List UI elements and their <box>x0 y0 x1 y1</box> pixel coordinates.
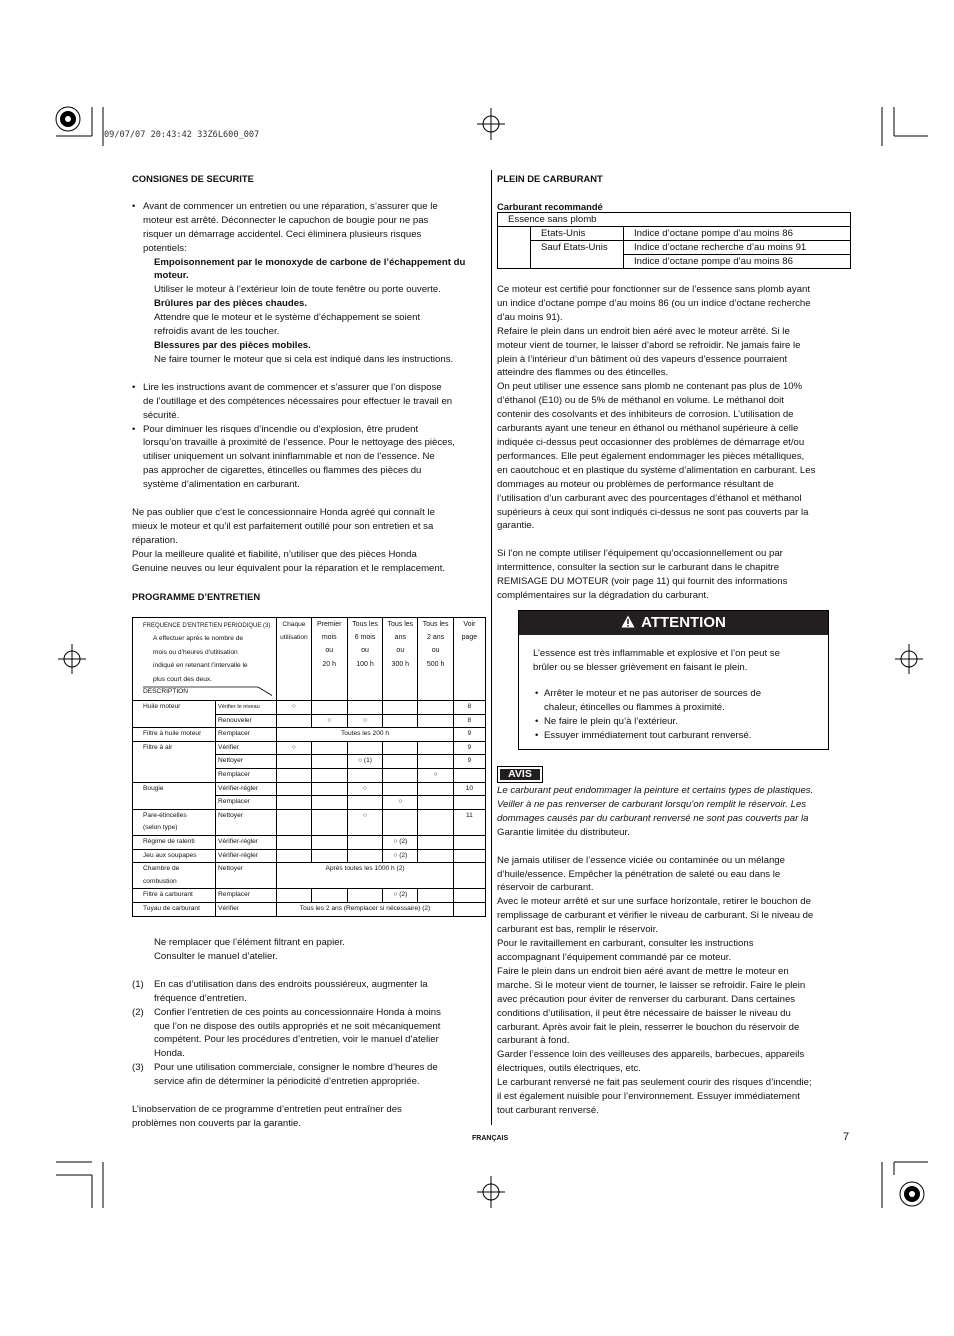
maintenance-table-wrap <box>132 617 486 917</box>
attention-label: ATTENTION <box>641 614 726 631</box>
maint-action <box>216 876 277 889</box>
maintenance-title: PROGRAMME D’ENTRETIEN <box>132 590 261 602</box>
text-line: d’huile/essence. Empêcher la pénétration de saleté ou eau dans le <box>497 868 781 880</box>
maint-item: Tuyau de carburant <box>133 902 216 916</box>
maint-page <box>453 876 485 889</box>
hazard-burn-title: Brûlures par des pièces chaudes. <box>154 298 308 310</box>
maint-mark <box>418 835 453 849</box>
footnote-line: fréquence d’entretien. <box>154 992 247 1004</box>
fuel-paragraph-2 <box>497 547 853 603</box>
maint-mark <box>383 782 418 796</box>
maint-mark <box>383 822 418 835</box>
maint-item: combustion <box>133 876 216 889</box>
text-line: Faire le plein dans un endroit bien aéré avant de mettre le moteur en <box>497 965 789 977</box>
text-line: dommages au moteur ou problèmes de performance résultant de <box>497 478 774 490</box>
maint-mark <box>418 741 453 755</box>
maint-mark <box>347 768 382 782</box>
maint-mark <box>277 835 311 849</box>
text-line: d’éthanol (E10) ou de 5% de méthanol en volume. Le méthanol doit <box>497 395 784 407</box>
maintenance-table-body <box>133 701 486 917</box>
text-line: avec précaution pour éviter de renverser du carburant. Dans certaines <box>497 993 796 1005</box>
maint-mark: ○ <box>347 782 382 796</box>
dealer-line: Genuine neuves ou leur équivalent pour la réparation et le remplacement. <box>132 562 446 574</box>
attention-bullet: • Arrêter le moteur et ne pas autoriser de sources de chaleur, étincelles ou flammes à proximité. <box>535 688 762 713</box>
fuel-table-head-row <box>498 213 851 227</box>
maint-item: Filtre à carburant <box>133 889 216 903</box>
footnote-number: (3) <box>132 1062 144 1074</box>
maint-mark <box>418 889 453 903</box>
fuel-region: Sauf Etats-Unis <box>531 241 624 269</box>
maint-mark <box>418 849 453 863</box>
dealer-line: Pour la meilleure qualité et fiabilité, n’utiliser que des pièces Honda <box>132 548 417 560</box>
maint-mark: ○ (2) <box>383 835 418 849</box>
maint-mark <box>311 835 347 849</box>
maint-interval-span: Tous les 2 ans (Remplacer si nécessaire) (2) <box>277 902 453 916</box>
maint-mark: ○ (1) <box>347 755 382 769</box>
maint-page: 11 <box>453 809 485 822</box>
maint-mark: ○ <box>277 741 311 755</box>
maint-item: Filtre à air <box>133 741 216 755</box>
attention-header <box>519 611 828 635</box>
page-number: 7 <box>843 1131 850 1143</box>
maint-action: Vérifier <box>216 741 277 755</box>
text-line: Avec le moteur arrêté et sur une surface horizontale, retirer le bouchon de <box>497 896 811 908</box>
table-row <box>133 768 486 782</box>
footnote-line: service afin de déterminer la périodicité d’entretien appropriée. <box>154 1076 420 1088</box>
fuel-region: Etats-Unis <box>531 227 624 241</box>
attention-bullet: • Essuyer immédiatement tout carburant renversé. <box>535 729 752 741</box>
maint-mark <box>383 741 418 755</box>
maint-mark: ○ <box>277 701 311 715</box>
fuel-recommended-subtitle: Carburant recommandé <box>497 200 603 212</box>
maint-mark <box>347 796 382 810</box>
maint-mark <box>311 755 347 769</box>
text-line: d’au moins 91). <box>497 311 563 323</box>
maint-mark <box>418 796 453 810</box>
attention-bullets <box>535 687 825 743</box>
attention-bullet: • Ne faire le plein qu’à l’extérieur. <box>535 715 678 727</box>
footnote-number: (1) <box>132 978 144 990</box>
text-line: carburant à fond. <box>497 1035 570 1047</box>
fuel-title: PLEIN DE CARBURANT <box>497 173 603 184</box>
maint-action: Remplacer <box>216 796 277 810</box>
maint-item: Huile moteur <box>133 701 216 715</box>
maint-item <box>133 796 216 810</box>
maint-mark <box>277 714 311 728</box>
safety-b1-line: potentiels: <box>143 242 187 254</box>
hazard-co-text: Utiliser le moteur à l’extérieur loin de toute fenêtre ou porte ouverte. <box>154 284 441 296</box>
text-line: un indice d’octane pompe d’au moins 86 (ou un indice d’octane recherche <box>497 297 811 309</box>
attention-text: L’essence est très inflammable et explosive et l’on peut se brûler ou se blesser grièvement en faisant le plein. <box>533 648 780 673</box>
footnote-line: En cas d’utilisation dans des endroits poussiéreux, augmenter la <box>154 978 428 990</box>
maint-mark <box>277 889 311 903</box>
col-each-use: Chaque utilisation <box>277 618 311 701</box>
maint-action: Vérifier le niveau <box>216 701 277 715</box>
maint-page <box>453 796 485 810</box>
frequency-header-cell <box>133 618 277 701</box>
maint-item: Bougie <box>133 782 216 796</box>
maint-mark <box>311 701 347 715</box>
maint-mark <box>383 809 418 822</box>
footnote-line: compétent. Pour les procédures d’entretien, voir le manuel d’atelier <box>154 1034 439 1046</box>
maint-mark <box>418 782 453 796</box>
maint-item: Jeu aux soupapes <box>133 849 216 863</box>
table-row <box>133 876 486 889</box>
hazard-co-title: Empoisonnement par le monoxyde de carbone de l’échappement du <box>154 256 466 268</box>
safety-b3-line: pas approcher de cigarettes, étincelles ou flammes des pièces du <box>143 465 422 477</box>
maint-item: Régime de ralenti <box>133 835 216 849</box>
text-line: moteur vient de tourner, le laisser d’abord se refroidir. Ne jamais faire le <box>497 339 801 351</box>
footnote-line: Confier l’entretien de ces points au concessionnaire Honda à moins <box>154 1006 441 1018</box>
maint-mark: ○ <box>347 714 382 728</box>
maint-mark <box>311 889 347 903</box>
maint-mark <box>277 768 311 782</box>
maint-mark <box>347 849 382 863</box>
maint-mark <box>347 822 382 835</box>
footnote <box>132 1061 487 1089</box>
fuel-table-wrap <box>497 212 851 269</box>
table-row <box>133 902 486 916</box>
attention-box <box>518 610 829 750</box>
maint-mark <box>311 796 347 810</box>
maint-page <box>453 822 485 835</box>
text-line: contenir des cosolvants et des inhibiteurs de corrosion. L’utilisation de <box>497 409 794 421</box>
safety-b3-line: utiliser uniquement un solvant ininflammable et non de l’essence. Ne <box>143 451 435 463</box>
avis-badge <box>497 766 543 783</box>
maint-mark <box>347 889 382 903</box>
table-row <box>133 701 486 715</box>
maint-action: Nettoyer <box>216 809 277 822</box>
text-line: carburant. Après avoir fait le plein, resserrer le bouchon du réservoir de <box>497 1021 800 1033</box>
maint-mark: ○ (2) <box>383 849 418 863</box>
maint-action: Nettoyer <box>216 755 277 769</box>
text-line: Ne jamais utiliser de l’essence viciée ou contaminée ou un mélange <box>497 854 785 866</box>
text-line: carburants ayant une teneur en éthanol ou méthanol supérieure à celle <box>497 423 799 435</box>
maint-mark <box>311 822 347 835</box>
maint-action: Nettoyer <box>216 863 277 876</box>
text-line: l’utilisation d’un carburant avec des pourcentages d’éthanol et méthanol <box>497 492 802 504</box>
maint-page <box>453 849 485 863</box>
maint-item <box>133 755 216 769</box>
maint-mark: ○ (2) <box>383 889 418 903</box>
text-line: en caoutchouc et en plastique du système d’alimentation en carburant. Les <box>497 464 816 476</box>
footnotes-list <box>132 978 487 1089</box>
maint-mark <box>277 796 311 810</box>
table-row <box>133 822 486 835</box>
maint-mark <box>383 701 418 715</box>
maint-item: Chambre de <box>133 863 216 876</box>
avis-label: AVIS <box>500 769 540 780</box>
hazard-moving-title: Blessures par des pièces mobiles. <box>154 339 311 351</box>
footer-language: FRANÇAIS <box>472 1135 509 1142</box>
frequency-header: FREQUENCE D’ENTRETIEN PERIODIQUE (3) <box>143 623 271 629</box>
left-notes <box>132 936 487 1131</box>
column-divider <box>491 170 492 1125</box>
maint-mark <box>311 782 347 796</box>
warning-triangle-icon <box>621 615 635 628</box>
safety-title: CONSIGNES DE SECURITE <box>132 173 254 184</box>
safety-bullet-2: • Lire les instructions avant de commencer et s’assurer que l’on dispose de l’outillage et des compétences nécessaires pour effectuer le travail en sécurité. <box>132 381 487 423</box>
table-header-row <box>133 618 486 701</box>
text-line: Pour le ravitaillement en carburant, consulter les instructions <box>497 938 754 950</box>
text-line: il est également nuisible pour l’environnement. Essuyer immédiatement <box>497 1091 800 1103</box>
maint-item <box>133 768 216 782</box>
safety-b1-line: risquer un démarrage accidentel. Ceci éliminera plusieurs risques <box>143 228 422 240</box>
text-line: Si l’on ne compte utiliser l’équipement qu’occasionnellement ou par <box>497 548 783 560</box>
dealer-line: réparation. <box>132 534 178 546</box>
text-line: intermittence, consulter la section sur le carburant dans le chapitre <box>497 562 780 574</box>
maint-item: Filtre à huile moteur <box>133 728 216 742</box>
maint-page <box>453 768 485 782</box>
print-stamp: 09/07/07 20:43:42 33Z6L600_007 <box>104 130 260 140</box>
table-row <box>133 889 486 903</box>
frequency-note: A effectuer après le nombre de mois ou d’heures d’utilisation indiqué en retenant l’intervalle le plus court des deux. <box>153 635 248 683</box>
fuel-row <box>498 227 851 241</box>
maint-mark <box>311 849 347 863</box>
description-header: DESCRIPTION <box>143 688 189 696</box>
maint-mark <box>311 741 347 755</box>
header-diagonal <box>133 618 272 702</box>
fuel-table <box>497 212 851 269</box>
col-see-page: Voir page <box>453 618 485 701</box>
maint-mark <box>277 849 311 863</box>
text-line: supérieurs à ceux qui sont indiqués ci-dessus ne sont pas couverts par la <box>497 506 809 518</box>
text-line: accompagnant l’équipement commandé par ce moteur. <box>497 951 732 963</box>
fuel-paragraph-1 <box>497 283 853 533</box>
maint-page <box>453 902 485 916</box>
maint-action <box>216 822 277 835</box>
maint-mark <box>418 822 453 835</box>
hazard-burn-text: Attendre que le moteur et le système d’échappement se soient <box>154 312 421 324</box>
fuel-row <box>498 241 851 255</box>
text-line: électriques, outils électriques, etc. <box>497 1063 641 1075</box>
hazard-co-title: moteur. <box>154 270 189 282</box>
maint-mark <box>418 755 453 769</box>
footnote <box>132 1006 487 1062</box>
maint-mark: ○ <box>311 714 347 728</box>
safety-b1-line: Avant de commencer un entretien ou une réparation, s’assurer que le <box>143 200 438 212</box>
table-row <box>133 863 486 876</box>
maint-mark <box>418 809 453 822</box>
hazard-burn-text: refroidis avant de les toucher. <box>154 326 280 338</box>
maint-page <box>453 863 485 876</box>
maint-action: Vérifier-régler <box>216 849 277 863</box>
maint-mark <box>347 835 382 849</box>
fuel-paragraph-3 <box>497 854 853 1118</box>
text-line: plein à l’intérieur d’un bâtiment où des vapeurs d’essence pourraient <box>497 353 788 365</box>
text-line: Refaire le plein dans un endroit bien aéré avec le moteur arrêté. Si le <box>497 325 790 337</box>
text-line: tout carburant renversé. <box>497 1104 599 1116</box>
footnote-line: Honda. <box>154 1048 185 1060</box>
table-row <box>133 809 486 822</box>
maint-mark: ○ <box>383 796 418 810</box>
closing-paragraph: L’inobservation de ce programme d’entretien peut entraîner des problèmes non couverts par la garantie. <box>132 1104 402 1129</box>
maint-page: 10 <box>453 782 485 796</box>
footnote <box>132 978 487 1006</box>
maint-page: 9 <box>453 728 485 742</box>
maint-mark <box>383 755 418 769</box>
avis-text: Le carburant peut endommager la peinture et certains types de plastiques. Veiller à ne pas renverser de carburant lorsqu’on remplit le réservoir. Les dommages causés par du carburant renversé ne sont pas couverts par la Garantie limitée du distributeur. Ne jamais utiliser de l’essence viciée ou contaminée ou un mélange d’huile/essence. Empêcher la pénétration de saleté ou eau dans le réservoir de carburant. Avec le moteur arrêté et sur une surface horizontale, retirer le bouchon de remplissage de carburant et vérifier le niveau de carburant. Si le niveau de carburant est bas, remplir le réservoir. Pour le ravitaillement en carburant, consulter les instructions accompagnant l’équipement commandé par ce moteur. Faire le plein dans un endroit bien aéré avant de mettre le moteur en marche. Si le moteur vient de tourner, le laisser se refroidir. Faire le plein avec précaution pour éviter de renverser du carburant. Dans certaines conditions d’utilisation, il peut être nécessaire de baisser le niveau du carburant. Après avoir fait le plein, resserrer le bouchon du réservoir de carburant à fond. Garder l’essence loin des veilleuses des appareils, barbecues, appareils électriques, outils électriques, etc. Le carburant renversé ne fait pas seulement courir des risques d’incendie; il est également nuisible pour l’environnement. Essuyer immédiatement tout carburant renversé. <box>497 784 853 1118</box>
maint-interval-span: Toutes les 200 h <box>277 728 453 742</box>
maint-action: Vérifier-régler <box>216 835 277 849</box>
table-row <box>133 796 486 810</box>
text-line: remplissage de carburant et vérifier le niveau de carburant. Si le niveau de <box>497 910 814 922</box>
maint-action: Remplacer <box>216 768 277 782</box>
text-line: carburant est bas, remplir le réservoir. <box>497 924 659 936</box>
fuel-octane: Indice d’octane recherche d’au moins 91 <box>624 241 851 255</box>
text-line: marche. Si le moteur vient de tourner, le laisser se refroidir. Faire le plein <box>497 979 806 991</box>
text-line: garantie. <box>497 520 535 532</box>
maint-mark <box>277 822 311 835</box>
paper-filter-note: Ne remplacer que l’élément filtrant en papier. Consulter le manuel d’atelier. <box>154 937 345 962</box>
table-row <box>133 714 486 728</box>
text-line: Ce moteur est certifié pour fonctionner sur de l’essence sans plomb ayant <box>497 284 811 295</box>
maint-page: 9 <box>453 755 485 769</box>
fuel-octane: Indice d’octane pompe d’au moins 86 <box>624 227 851 241</box>
table-row <box>133 728 486 742</box>
maint-mark <box>418 714 453 728</box>
maint-item: Pare-étincelles <box>133 809 216 822</box>
maint-page: 8 <box>453 714 485 728</box>
maint-page <box>453 835 485 849</box>
maint-action: Remplacer <box>216 728 277 742</box>
text-line: Le carburant renversé ne fait pas seulement courir des risques d’incendie; <box>497 1077 812 1089</box>
text-line: réservoir de carburant. <box>497 882 594 894</box>
text-line: REMISAGE DU MOTEUR (voir page 11) qui fournit des informations <box>497 576 788 588</box>
maint-mark <box>347 741 382 755</box>
col-yearly: Tous les ans ou 300 h <box>383 618 418 701</box>
text-line: Garder l’essence loin des veilleuses des appareils, barbecues, appareils <box>497 1049 805 1061</box>
maint-action: Vérifier-régler <box>216 782 277 796</box>
maint-mark <box>277 782 311 796</box>
table-row <box>133 849 486 863</box>
maint-mark <box>418 701 453 715</box>
maint-mark <box>383 714 418 728</box>
text-line: conditions d’utilisation, il peut être nécessaire de baisser le niveau du <box>497 1007 791 1019</box>
safety-bullet-1: • Avant de commencer un entretien ou une réparation, s’assurer que le moteur est arrêté. Déconnecter le capuchon de bougie pour ne pas risquer un démarrage accidentel. Ceci éliminera plusieurs risques potentiels: <box>132 200 487 256</box>
fuel-octane: Indice d’octane pompe d’au moins 86 <box>624 255 851 269</box>
maintenance-table <box>132 617 486 917</box>
safety-bullet-3: • Pour diminuer les risques d’incendie ou d’explosion, être prudent lorsqu’on travaille à proximité de l’essence. Pour le nettoyage des pièces, utiliser uniquement un solvant ininflammable et non de l’essence. Ne pas approcher de cigarettes, étincelles ou flammes des pièces du système d’alimentation en carburant. <box>132 423 487 493</box>
text-line: indiquée ci-dessus peut occasionner des problèmes de démarrage et/ou <box>497 436 805 448</box>
footnote-line: Pour une utilisation commerciale, consigner le nombre d’heures de <box>154 1062 438 1074</box>
maint-interval-span: Après toutes les 1000 h (2) <box>277 863 453 876</box>
text-line: atteindre des flammes ou des étincelles. <box>497 367 669 379</box>
col-6-months: Tous les 6 mois ou 100 h <box>347 618 382 701</box>
safety-b3-line: lorsqu’on travaille à proximité de l’essence. Pour le nettoyage des pièces, <box>143 437 455 449</box>
safety-b1-line: moteur est arrêté. Déconnecter le capuchon de bougie pour ne pas <box>143 214 429 226</box>
footnote-line: que l’on ne dispose des outils appropriés et ne soit mécaniquement <box>154 1020 441 1032</box>
table-row <box>133 755 486 769</box>
maint-mark: ○ <box>347 809 382 822</box>
maint-page: 8 <box>453 701 485 715</box>
table-row <box>133 782 486 796</box>
left-column <box>132 172 487 603</box>
safety-b3-line: Pour diminuer les risques d’incendie ou d’explosion, être prudent <box>143 423 419 435</box>
maint-mark <box>311 809 347 822</box>
dealer-line: mieux le moteur et qu’il est parfaitement outillé pour son entretien et sa <box>132 520 434 532</box>
maint-page: 9 <box>453 741 485 755</box>
maint-mark <box>311 768 347 782</box>
safety-b2-line: de l’outillage et des compétences nécessaires pour effectuer le travail en <box>143 395 453 407</box>
col-first-month: Premier mois ou 20 h <box>311 618 347 701</box>
dealer-line: Ne pas oublier que c’est le concessionnaire Honda agréé qui connaît le <box>132 507 435 519</box>
text-line: complémentaires sur la dégradation du carburant. <box>497 590 709 602</box>
table-row <box>133 835 486 849</box>
maint-mark <box>347 701 382 715</box>
maint-mark: ○ <box>418 768 453 782</box>
fuel-type: Essence sans plomb <box>498 213 851 227</box>
footnote-number: (2) <box>132 1006 144 1018</box>
maint-action: Vérifier <box>216 902 277 916</box>
col-2-years: Tous les 2 ans ou 500 h <box>418 618 453 701</box>
safety-b2-line: sécurité. <box>143 409 180 421</box>
right-column <box>497 172 852 214</box>
maint-mark <box>277 755 311 769</box>
text-line: On peut utiliser une essence sans plomb ne contenant pas plus de 10% <box>497 381 803 393</box>
maint-action: Remplacer <box>216 889 277 903</box>
hazard-moving-text: Ne faire tourner le moteur que si cela est indiqué dans les instructions. <box>154 353 454 365</box>
text-line: performances. Elle peut également endommager les pièces métalliques, <box>497 450 805 462</box>
maint-interval-span <box>277 876 453 889</box>
safety-b3-line: système d’alimentation en carburant. <box>143 479 300 491</box>
maint-action: Renouveler <box>216 714 277 728</box>
fuel-body <box>497 283 853 603</box>
safety-b2-line: Lire les instructions avant de commencer et s’assurer que l’on dispose <box>143 381 442 393</box>
table-row <box>133 741 486 755</box>
maint-mark <box>383 768 418 782</box>
dealer-paragraph <box>132 506 487 576</box>
maint-mark <box>277 809 311 822</box>
maint-page <box>453 889 485 903</box>
maint-item <box>133 714 216 728</box>
maint-item: (selon type) <box>133 822 216 835</box>
